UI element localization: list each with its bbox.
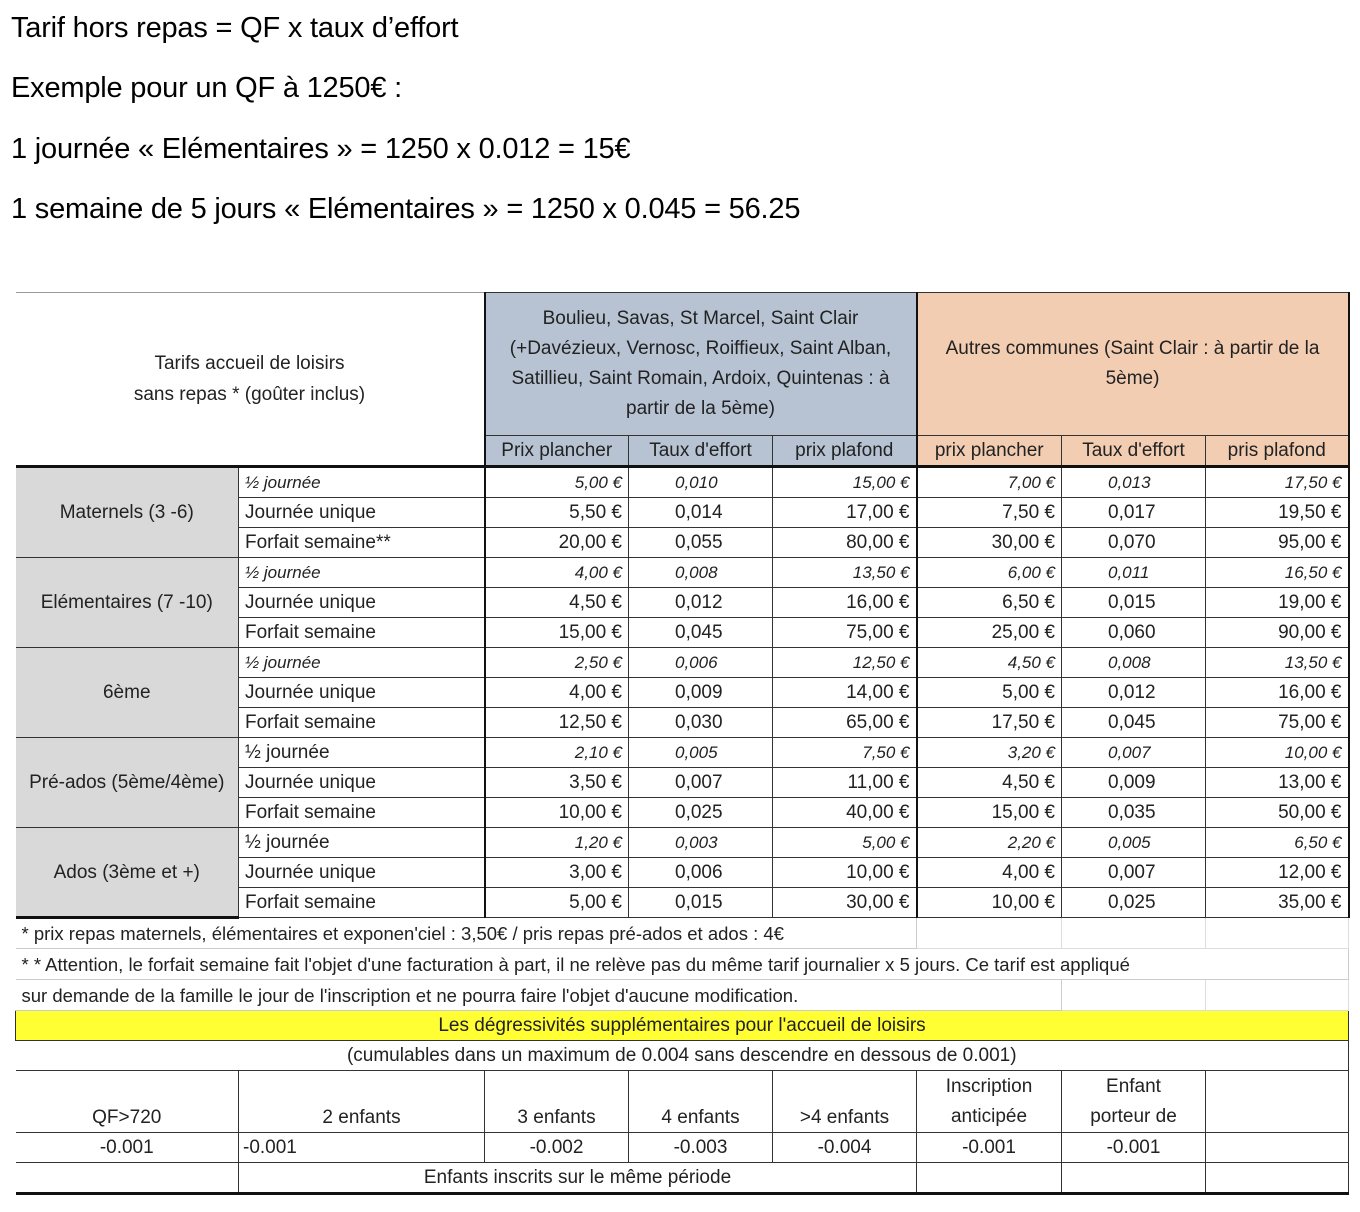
cell-value: 0,070: [1062, 528, 1206, 558]
cell-value: 0,011: [1062, 558, 1206, 588]
row-label: Forfait semaine: [239, 708, 485, 738]
value-4-enfants: -0.003: [629, 1133, 773, 1163]
cell-value: 4,50 €: [917, 768, 1062, 798]
cell-value: 2,10 €: [485, 738, 629, 768]
cell-value: 0,008: [1062, 648, 1206, 678]
empty-cell: [1062, 1163, 1206, 1194]
intro-formula: Tarif hors repas = QF x taux d’effort: [11, 12, 459, 44]
row-label: ½ journée: [239, 558, 485, 588]
empty-cell: [16, 1163, 239, 1194]
col-prix-plancher-b: prix plancher: [917, 436, 1062, 467]
cell-value: 0,060: [1062, 618, 1206, 648]
cell-value: 6,00 €: [917, 558, 1062, 588]
cell-value: 17,00 €: [773, 498, 917, 528]
cell-value: 10,00 €: [773, 858, 917, 888]
cell-value: 75,00 €: [773, 618, 917, 648]
row-label: Journée unique: [239, 588, 485, 618]
table-row: [16, 828, 1349, 858]
empty-cell: [917, 1163, 1062, 1194]
cell-value: 5,00 €: [485, 888, 629, 918]
cell-value: 4,50 €: [917, 648, 1062, 678]
table-row: [16, 648, 1349, 678]
cell-value: 3,50 €: [485, 768, 629, 798]
cell-value: 17,50 €: [1206, 467, 1349, 498]
col-prix-plafond-a: prix plafond: [773, 436, 917, 467]
group-label: Ados (3ème et +): [16, 828, 239, 918]
cell-value: 4,00 €: [917, 858, 1062, 888]
row-label: ½ journée: [239, 467, 485, 498]
row-label: Forfait semaine: [239, 888, 485, 918]
cell-value: 4,00 €: [485, 678, 629, 708]
footnote-forfait-line1: * * Attention, le forfait semaine fait l'objet d'une facturation à part, il ne relève pas du même tarif journalier x 5 jours. Ce tarif est appliqué: [16, 949, 1349, 980]
cell-value: 0,007: [1062, 858, 1206, 888]
cell-value: 15,00 €: [773, 467, 917, 498]
cell-value: 0,012: [629, 588, 773, 618]
degressivites-footer: Enfants inscrits sur le même période: [239, 1163, 917, 1194]
cell-value: 3,00 €: [485, 858, 629, 888]
cell-value: 0,005: [629, 738, 773, 768]
group-label: Maternels (3 -6): [16, 467, 239, 558]
cell-value: 0,035: [1062, 798, 1206, 828]
degressivites-title: Les dégressivités supplémentaires pour l'accueil de loisirs: [16, 1011, 1349, 1041]
group-label: 6ème: [16, 648, 239, 738]
cell-value: 7,00 €: [917, 467, 1062, 498]
table-title-line2: sans repas * (goûter inclus): [133, 384, 366, 405]
cell-value: 5,50 €: [485, 498, 629, 528]
row-label: Forfait semaine: [239, 798, 485, 828]
header-inscription-anticipee: [917, 1071, 1062, 1133]
cell-value: 0,015: [1062, 588, 1206, 618]
cell-value: 11,00 €: [773, 768, 917, 798]
cell-value: 1,20 €: [485, 828, 629, 858]
intro-example-week: 1 semaine de 5 jours « Elémentaires » = 1250 x 0.045 = 56.25: [11, 193, 801, 225]
cell-value: 12,50 €: [773, 648, 917, 678]
footnote-forfait-line2: sur demande de la famille le jour de l'inscription et ne pourra faire l'objet d'aucune modification.: [16, 980, 1062, 1011]
cell-value: 75,00 €: [1206, 708, 1349, 738]
cell-value: 0,012: [1062, 678, 1206, 708]
cell-value: 0,010: [629, 467, 773, 498]
group-label: Elémentaires (7 -10): [16, 558, 239, 648]
cell-value: 90,00 €: [1206, 618, 1349, 648]
empty-cell: [1062, 918, 1206, 949]
empty-cell: [917, 918, 1062, 949]
header-inscription-line1: Inscription: [945, 1075, 1033, 1097]
header-enfant-porteur: [1062, 1071, 1206, 1133]
row-label: ½ journée: [239, 648, 485, 678]
header-plus-4-enfants: >4 enfants: [773, 1071, 917, 1133]
cell-value: 0,008: [629, 558, 773, 588]
cell-value: 0,025: [629, 798, 773, 828]
cell-value: 0,045: [629, 618, 773, 648]
row-label: Journée unique: [239, 498, 485, 528]
header-enfant-line1: Enfant: [1106, 1075, 1161, 1097]
cell-value: 0,055: [629, 528, 773, 558]
empty-cell: [1062, 980, 1206, 1011]
footnote-meal-prices: * prix repas maternels, élémentaires et exponen'ciel : 3,50€ / pris repas pré-ados et ados : 4€: [16, 918, 917, 949]
cell-value: 6,50 €: [917, 588, 1062, 618]
cell-value: 15,00 €: [485, 618, 629, 648]
cell-value: 13,50 €: [773, 558, 917, 588]
cell-value: 16,00 €: [1206, 678, 1349, 708]
cell-value: 19,00 €: [1206, 588, 1349, 618]
value-2-enfants: -0.001: [239, 1133, 485, 1163]
cell-value: 16,00 €: [773, 588, 917, 618]
cell-value: 20,00 €: [485, 528, 629, 558]
cell-value: 40,00 €: [773, 798, 917, 828]
row-label: Journée unique: [239, 858, 485, 888]
empty-cell: [1206, 1071, 1349, 1133]
cell-value: 10,00 €: [917, 888, 1062, 918]
cell-value: 13,00 €: [1206, 768, 1349, 798]
intro-example-qf: Exemple pour un QF à 1250€ :: [11, 72, 402, 104]
table-title-line1: Tarifs accueil de loisirs: [154, 353, 345, 374]
cell-value: 4,50 €: [485, 588, 629, 618]
cell-value: 35,00 €: [1206, 888, 1349, 918]
cell-value: 80,00 €: [773, 528, 917, 558]
cell-value: 0,045: [1062, 708, 1206, 738]
cell-value: 5,00 €: [773, 828, 917, 858]
header-qf: QF>720: [16, 1071, 239, 1133]
header-inscription-line2: anticipée: [950, 1105, 1028, 1127]
cell-value: 2,20 €: [917, 828, 1062, 858]
col-prix-plancher-a: Prix plancher: [485, 436, 629, 467]
empty-cell: [1206, 918, 1349, 949]
value-plus-4-enfants: -0.004: [773, 1133, 917, 1163]
row-label: Forfait semaine**: [239, 528, 485, 558]
row-label: Forfait semaine: [239, 618, 485, 648]
cell-value: 0,013: [1062, 467, 1206, 498]
table-row: [16, 558, 1349, 588]
cell-value: 0,007: [629, 768, 773, 798]
cell-value: 0,009: [1062, 768, 1206, 798]
value-3-enfants: -0.002: [485, 1133, 629, 1163]
cell-value: 6,50 €: [1206, 828, 1349, 858]
cell-value: 10,00 €: [485, 798, 629, 828]
value-qf: -0.001: [16, 1133, 239, 1163]
col-taux-effort-a: Taux d'effort: [629, 436, 773, 467]
row-label: ½ journée: [239, 828, 485, 858]
cell-value: 0,003: [629, 828, 773, 858]
cell-value: 65,00 €: [773, 708, 917, 738]
zone-b-header: Autres communes (Saint Clair : à partir de la 5ème): [917, 293, 1349, 436]
cell-value: 3,20 €: [917, 738, 1062, 768]
value-inscription-anticipee: -0.001: [917, 1133, 1062, 1163]
cell-value: 12,50 €: [485, 708, 629, 738]
header-enfant-line2: porteur de: [1090, 1105, 1177, 1127]
cell-value: 0,009: [629, 678, 773, 708]
cell-value: 2,50 €: [485, 648, 629, 678]
cell-value: 14,00 €: [773, 678, 917, 708]
tarifs-table: [15, 292, 1350, 1195]
cell-value: 30,00 €: [917, 528, 1062, 558]
group-label: Pré-ados (5ème/4ème): [16, 738, 239, 828]
empty-cell: [1206, 980, 1349, 1011]
col-taux-effort-b: Taux d'effort: [1062, 436, 1206, 467]
empty-cell: [1206, 1133, 1349, 1163]
cell-value: 15,00 €: [917, 798, 1062, 828]
cell-value: 0,006: [629, 858, 773, 888]
cell-value: 0,006: [629, 648, 773, 678]
cell-value: 17,50 €: [917, 708, 1062, 738]
cell-value: 0,017: [1062, 498, 1206, 528]
cell-value: 19,50 €: [1206, 498, 1349, 528]
row-label: Journée unique: [239, 678, 485, 708]
header-4-enfants: 4 enfants: [629, 1071, 773, 1133]
cell-value: 16,50 €: [1206, 558, 1349, 588]
zone-a-header: Boulieu, Savas, St Marcel, Saint Clair (+Davézieux, Vernosc, Roiffieux, Saint Alban, Satillieu, Saint Romain, Ardoix, Quintenas : à partir de la 5ème): [485, 293, 917, 436]
cell-value: 0,030: [629, 708, 773, 738]
table-row: [16, 738, 1349, 768]
cell-value: 25,00 €: [917, 618, 1062, 648]
cell-value: 30,00 €: [773, 888, 917, 918]
cell-value: 50,00 €: [1206, 798, 1349, 828]
row-label: Journée unique: [239, 768, 485, 798]
cell-value: 10,00 €: [1206, 738, 1349, 768]
row-label: ½ journée: [239, 738, 485, 768]
header-2-enfants: 2 enfants: [239, 1071, 485, 1133]
cell-value: 7,50 €: [773, 738, 917, 768]
cell-value: 0,007: [1062, 738, 1206, 768]
cell-value: 0,015: [629, 888, 773, 918]
degressivites-subtitle: (cumulables dans un maximum de 0.004 sans descendre en dessous de 0.001): [16, 1041, 1349, 1071]
intro-example-day: 1 journée « Elémentaires » = 1250 x 0.012 = 15€: [11, 133, 631, 165]
cell-value: 0,005: [1062, 828, 1206, 858]
value-enfant-porteur: -0.001: [1062, 1133, 1206, 1163]
empty-cell: [1206, 1163, 1349, 1194]
cell-value: 4,00 €: [485, 558, 629, 588]
cell-value: 5,00 €: [485, 467, 629, 498]
header-3-enfants: 3 enfants: [485, 1071, 629, 1133]
table-title: [16, 293, 485, 467]
cell-value: 95,00 €: [1206, 528, 1349, 558]
table-row: [16, 467, 1349, 498]
cell-value: 7,50 €: [917, 498, 1062, 528]
col-pris-plafond-b: pris plafond: [1206, 436, 1349, 467]
cell-value: 0,014: [629, 498, 773, 528]
cell-value: 0,025: [1062, 888, 1206, 918]
cell-value: 13,50 €: [1206, 648, 1349, 678]
cell-value: 12,00 €: [1206, 858, 1349, 888]
cell-value: 5,00 €: [917, 678, 1062, 708]
